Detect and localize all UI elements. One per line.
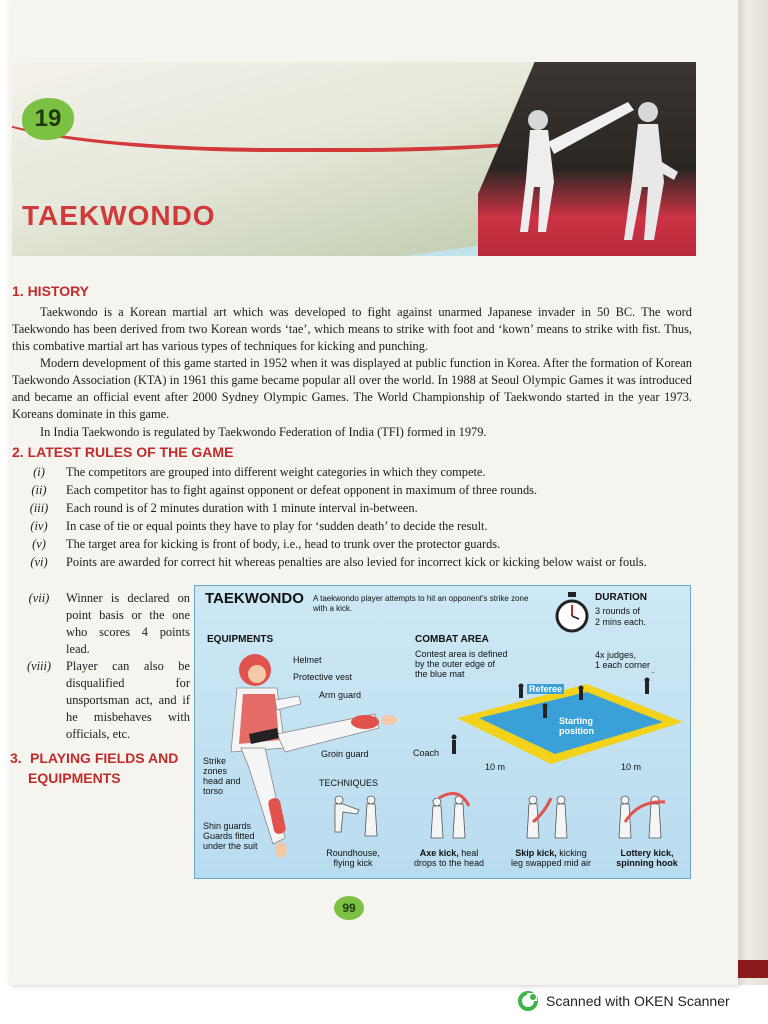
duration-line-2: 2 mins each. [595, 617, 647, 627]
rule-item: (ii) Each competitor has to fight against opponent or defeat opponent in maximum of three rounds. [31, 483, 538, 497]
duration-heading: DURATION [595, 592, 648, 603]
stopwatch-icon [555, 592, 589, 639]
mat-dimension-2: 10 m [621, 762, 642, 772]
technique-figures [319, 792, 689, 851]
coach-figure [450, 734, 458, 761]
rule-item: (i) The competitors are grouped into different weight categories in which they compete. [33, 465, 486, 479]
helmet-label: Helmet [293, 655, 322, 665]
chapter-number-badge [22, 98, 74, 140]
technique-item: Roundhouse, flying kick [326, 848, 380, 868]
rule-item: (v) The target area for kicking is front of body, i.e., head to trunk over the protector guards. [32, 537, 501, 551]
groin-guard-label: Groin guard [321, 749, 369, 759]
page-number: 99 [334, 896, 364, 920]
rule-item: (viii) Player can also be disqualified for unsportsman act, and if he misbehaves with officials, etc. [26, 659, 190, 741]
referee-label: Referee [529, 684, 563, 694]
combat-area-heading: COMBAT AREA [415, 634, 489, 645]
chapter-number: 19 [34, 105, 62, 132]
judges-label: 4x judges, 1 each corner [595, 650, 651, 670]
rule-item: (vi) Points are awarded for correct hit whereas penalties are also levied for incorrect kick or kicking below waist or fouls. [30, 555, 647, 569]
history-paragraph-3: In India Taekwondo is regulated by Taekwondo Federation of India (TFI) formed in 1979. [40, 425, 487, 439]
rule-item: (vii) Winner is declared on point basis or the one who scores 4 points lead. [28, 591, 190, 656]
oken-logo-icon [518, 991, 538, 1011]
technique-item: Lottery kick, spinning hook [616, 848, 678, 868]
history-paragraph-2: Modern development of this game started in 1952 when it was displayed at public function in Korea. After the formation of Korean Taekwondo Association (KTA) in 1961 this game became popular all over the world. In 1988 at Seoul Olympic Games it was introduced and became an official event after 2000 Sydney Olympic Games. The World Championship of Taekwondo started in the year 1973. Koreans dominate in this game. [12, 356, 692, 421]
technique-item: Skip kick, kicking leg swapped mid air [510, 848, 592, 868]
fields-heading: 3. PLAYING FIELDS AND EQUIPMENTS [10, 750, 179, 786]
arm-guard-label: Arm guard [319, 690, 362, 700]
equipments-heading: EQUIPMENTS [207, 634, 274, 645]
techniques-heading: TECHNIQUES [319, 778, 379, 788]
rule-item: (iii) Each round is of 2 minutes duration with 1 minute interval in-between. [29, 501, 418, 515]
shin-guards-label: Shin guards Guards fitted under the suit [203, 821, 258, 851]
history-paragraph-1: Taekwondo is a Korean martial art which was developed to fight against unarmed Japanese invader in 50 BC. The word Taekwondo has been derived from two Korean words ‘tae’, which means to strike with foot and ‘kown’ means to strike with fist. Thus, this combative martial art has various types of techniques for kicking and punching. [12, 305, 692, 353]
taekwondo-infographic [194, 585, 691, 879]
starting-position-label: Starting position [559, 716, 594, 736]
infographic-title: TAEKWONDO [205, 590, 304, 607]
mat-dimension-1: 10 m [485, 762, 506, 772]
coach-label: Coach [413, 748, 440, 758]
scanner-watermark [518, 990, 730, 1012]
scanner-text: Scanned with OKEN Scanner [546, 993, 730, 1009]
rules-heading: 2. LATEST RULES OF THE GAME [12, 444, 234, 460]
technique-item: Axe kick, heal drops to the head [413, 848, 485, 868]
strike-zones-label: Strike zones head and torso [203, 756, 241, 796]
duration-line-1: 3 rounds of [595, 606, 641, 616]
combat-area-description: Contest area is defined by the outer edge of the blue mat [415, 649, 508, 679]
rule-item: (iv) In case of tie or equal points they have to play for ‘sudden death’ to decide the result. [30, 519, 488, 533]
vest-label: Protective vest [293, 672, 353, 682]
page-edge [738, 0, 768, 985]
infographic-subtitle: A taekwondo player attempts to hit an opponent's strike zone with a kick. [313, 594, 529, 613]
history-heading: 1. HISTORY [12, 283, 90, 299]
chapter-title: TAEKWONDO [22, 200, 216, 231]
